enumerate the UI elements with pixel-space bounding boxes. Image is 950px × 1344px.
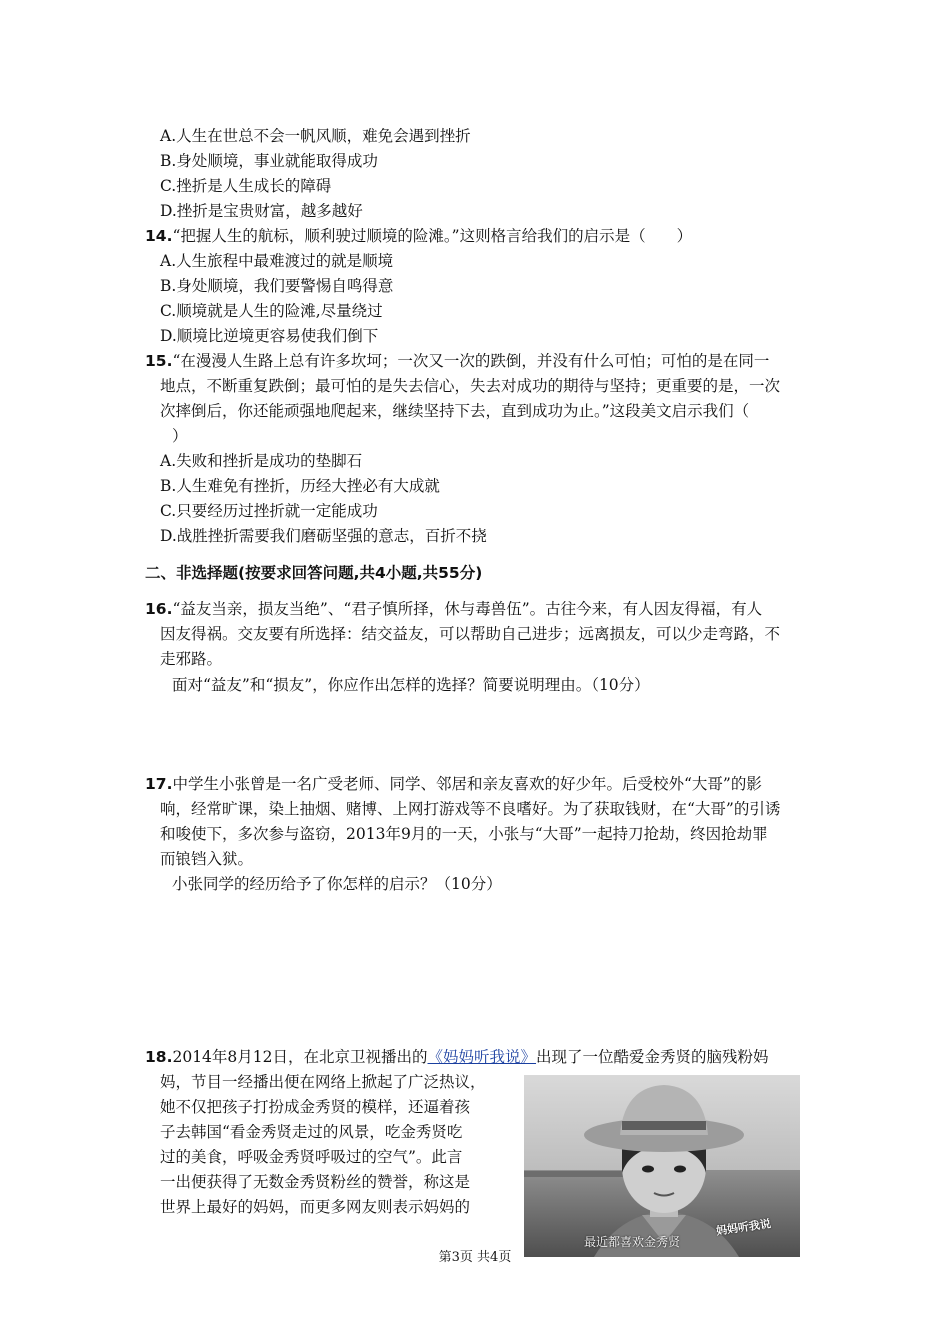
q14-number: 14. [145,227,173,245]
q17-line-1 [145,772,762,796]
q18-text-5: 过的美食，呼吸金秀贤呼吸过的空气”。此言 [160,1148,463,1166]
q17-text-2: 响，经常旷课，染上抽烟、赌博、上网打游戏等不良嗜好。为了获取钱财，在“大哥”的引诱 [160,800,781,818]
q14-option-d: D.顺境比逆境更容易使我们倒下 [160,327,379,345]
q18-text-6: 一出便获得了无数金秀贤粉丝的赞誉，称这是 [160,1173,471,1191]
q13-option-b: B.身处顺境，事业就能取得成功 [160,152,378,170]
tv-still-photo [524,1075,800,1257]
page-footer: 第3页 共4页 [438,1250,512,1265]
q15-text-1: “在漫漫人生路上总有许多坎坷；一次又一次的跌倒，并没有什么可怕；可怕的是在同一 [172,352,770,370]
q16-text-1: “益友当亲，损友当绝”、“君子慎所择，休与毒兽伍”。古往今来，有人因友得福，有人 [172,600,763,618]
photo-caption: 最近都喜欢金秀贤 [584,1235,681,1249]
q16-number: 16. [145,600,173,618]
q18-text-4: 子去韩国“看金秀贤走过的风景，吃金秀贤吃 [160,1123,463,1141]
q18-number: 18. [145,1048,173,1066]
q16-line-1 [145,597,762,621]
q17-text-1: 中学生小张曾是一名广受老师、同学、邻居和亲友喜欢的好少年。后受校外“大哥”的影 [172,775,762,793]
q17-question: 小张同学的经历给予了你怎样的启示？（10分） [172,875,502,893]
q13-option-d: D.挫折是宝贵财富，越多越好 [160,202,363,220]
q14-stem: “把握人生的航标，顺利驶过顺境的险滩。”这则格言给我们的启示是（ ） [172,227,693,245]
q17-text-4: 而锒铛入狱。 [160,850,254,868]
q16-text-3: 走邪路。 [160,650,223,668]
q18-text-2: 妈，节目一经播出便在网络上掀起了广泛热议， [160,1073,486,1091]
section-2-title: 二、非选择题(按要求回答问题,共4小题,共55分) [145,564,483,582]
q14-option-a: A.人生旅程中最难渡过的就是顺境 [160,252,394,270]
q15-option-a: A.失败和挫折是成功的垫脚石 [160,452,363,470]
q17-number: 17. [145,775,173,793]
q15-option-d: D.战胜挫折需要我们磨砺坚强的意志，百折不挠 [160,527,487,545]
q15-stem-line-1 [145,349,769,373]
q18-text-7: 世界上最好的妈妈，而更多网友则表示妈妈的 [160,1198,471,1216]
q15-text-4: ） [172,427,188,445]
q14-stem-line [145,224,692,248]
q14-option-c: C.顺境就是人生的险滩,尽量绕过 [160,302,383,320]
q18-line-1 [145,1045,769,1069]
q18-text-post: 出现了一位酷爱金秀贤的脑残粉妈 [536,1048,769,1066]
q16-question: 面对“益友”和“损友”，你应作出怎样的选择？简要说明理由。（10分） [172,676,650,694]
q18-text-3: 她不仅把孩子打扮成金秀贤的模样，还逼着孩 [160,1098,471,1116]
q15-number: 15. [145,352,173,370]
q17-text-3: 和唆使下，多次参与盗窃，2013年9月的一天，小张与“大哥”一起持刀抢劫，终因抢劫罪 [160,825,768,843]
q15-option-b: B.人生难免有挫折，历经大挫必有大成就 [160,477,440,495]
q15-text-3: 次摔倒后，你还能顽强地爬起来，继续坚持下去，直到成功为止。”这段美文启示我们（ [160,402,750,420]
q14-option-b: B.身处顺境，我们要警惕自鸣得意 [160,277,394,295]
q13-option-a: A.人生在世总不会一帆风顺，难免会遇到挫折 [160,127,471,145]
q15-option-c: C.只要经历过挫折就一定能成功 [160,502,378,520]
q13-option-c: C.挫折是人生成长的障碍 [160,177,332,195]
q18-text-pre: 2014年8月12日，在北京卫视播出的 [172,1048,428,1066]
q16-text-2: 因友得祸。交友要有所选择：结交益友，可以帮助自己进步；远离损友，可以少走弯路，不 [160,625,781,643]
q15-text-2: 地点，不断重复跌倒；最可怕的是失去信心，失去对成功的期待与坚持；更重要的是，一次 [160,377,781,395]
tv-program-logo: 妈妈听我说 [715,1217,772,1238]
q18-program-link[interactable]: 《妈妈听我说》 [427,1048,537,1066]
